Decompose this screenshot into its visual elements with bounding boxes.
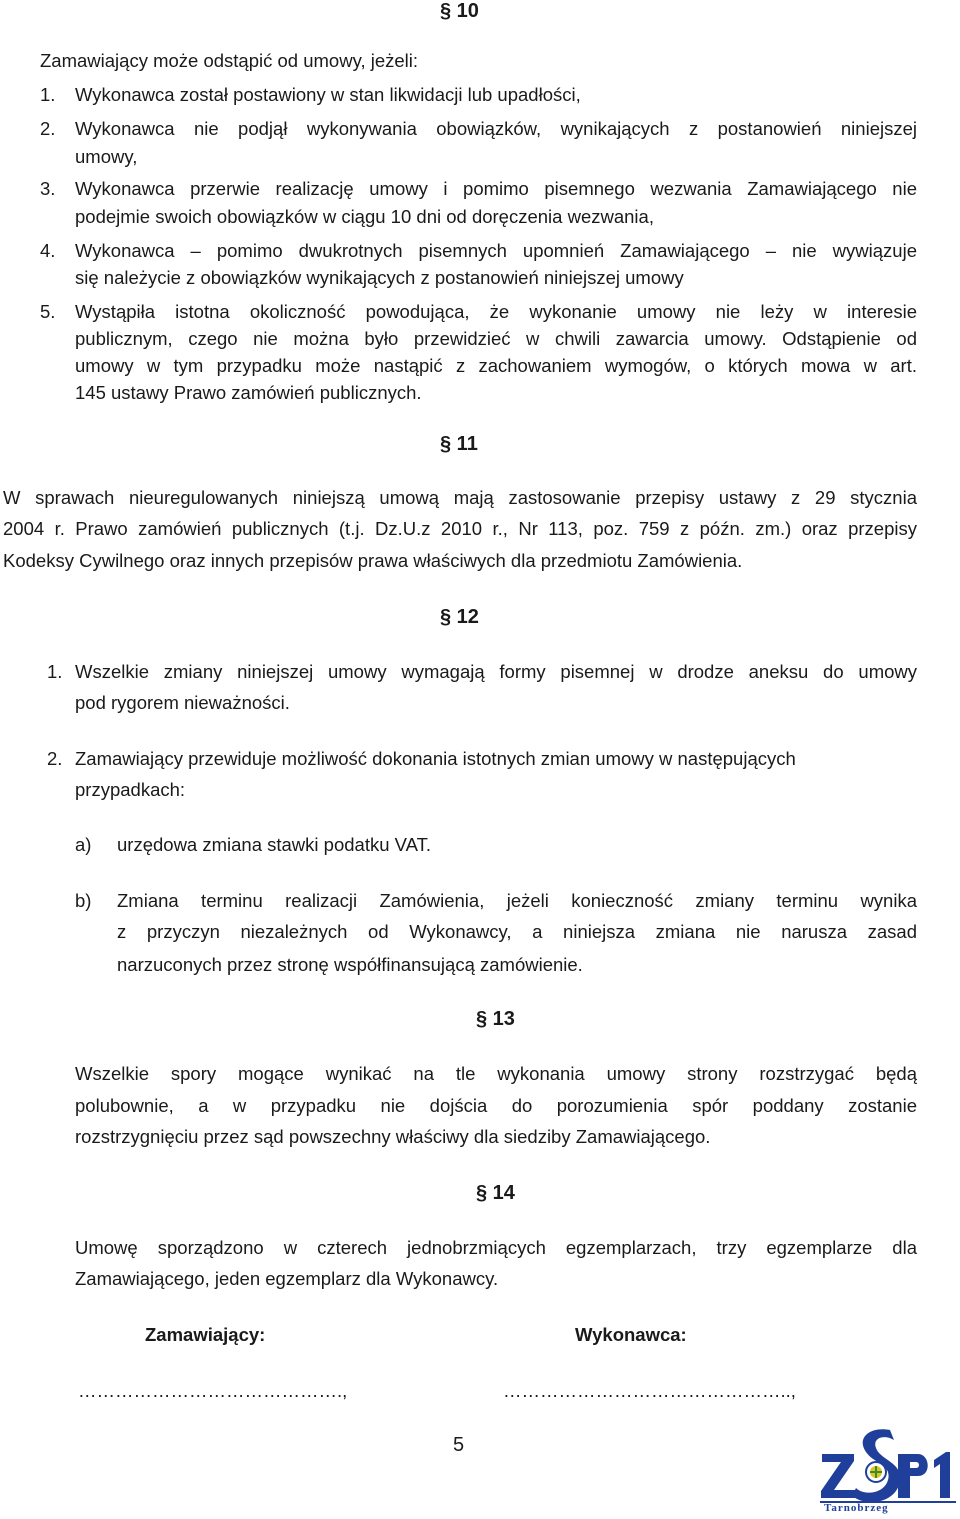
s11-line-2: 2004 r. Prawo zamówień publicznych (t.j. Dz.U.z 2010 r., Nr 113, poz. 759 z późn. zm.) oraz przepisy <box>3 518 917 539</box>
s10-item-2-line-1: Wykonawca nie podjął wykonywania obowiązków, wynikających z postanowień niniejszej <box>75 118 917 139</box>
s11-line-1: W sprawach nieuregulowanych niniejszą umową mają zastosowanie przepisy ustawy z 29 stycznia <box>3 487 917 508</box>
s10-item-2-line-2: umowy, <box>75 146 138 167</box>
s14-line-2: Zamawiającego, jeden egzemplarz dla Wykonawcy. <box>75 1268 499 1289</box>
s10-item-5-num: 5. <box>40 301 56 322</box>
signature-line-zamawiajacy: ……………………………………., <box>78 1380 348 1401</box>
section-11-heading: § 11 <box>440 433 478 455</box>
section-12-heading: § 12 <box>440 606 479 628</box>
s12-sub-b-line-2: z przyczyn niezależnych od Wykonawcy, a niniejsza zmiana nie narusza zasad <box>117 921 917 942</box>
s13-line-3: rozstrzygnięciu przez sąd powszechny właściwy dla siedziby Zamawiającego. <box>75 1126 711 1147</box>
s10-item-5-line-1: Wystąpiła istotna okoliczność powodująca, że wykonanie umowy nie leży w interesie <box>75 301 917 322</box>
s12-sub-b-line-3: narzuconych przez stronę współfinansującą zamówienie. <box>117 954 583 975</box>
section-14-heading: § 14 <box>476 1182 515 1204</box>
s12-item-2-line-1: Zamawiający przewiduje możliwość dokonania istotnych zmian umowy w następujących <box>75 748 796 769</box>
s12-item-1-line-2: pod rygorem nieważności. <box>75 692 290 713</box>
signature-label-zamawiajacy: Zamawiający: <box>145 1324 266 1345</box>
s12-item-1-line-1: Wszelkie zmiany niniejszej umowy wymagają formy pisemnej w drodze aneksu do umowy <box>75 661 917 682</box>
s14-line-1: Umowę sporządzono w czterech jednobrzmiących egzemplarzach, trzy egzemplarze dla <box>75 1237 917 1258</box>
s10-item-1-num: 1. <box>40 84 56 105</box>
signature-line-wykonawca: ……………………………………….., <box>503 1380 796 1401</box>
s12-item-2-num: 2. <box>47 748 63 769</box>
s12-sub-a-line-1: urzędowa zmiana stawki podatku VAT. <box>117 834 431 855</box>
s10-item-3-num: 3. <box>40 178 56 199</box>
s12-item-1-num: 1. <box>47 661 63 682</box>
page-number: 5 <box>453 1434 465 1456</box>
s10-item-3-line-1: Wykonawca przerwie realizację umowy i pomimo pisemnego wezwania Zamawiającego nie <box>75 178 917 199</box>
s12-sub-b-line-1: Zmiana terminu realizacji Zamówienia, jeżeli konieczność zmiany terminu wynika <box>117 890 917 911</box>
s10-item-1-line-1: Wykonawca został postawiony w stan likwidacji lub upadłości, <box>75 84 581 105</box>
section-10-heading: § 10 <box>440 0 479 22</box>
signature-label-wykonawca: Wykonawca: <box>575 1324 687 1345</box>
zspi-logo <box>818 1424 958 1514</box>
s13-line-1: Wszelkie spory mogące wynikać na tle wykonania umowy strony rozstrzygać będą <box>75 1063 917 1084</box>
s12-sub-b-label: b) <box>75 890 92 911</box>
s12-sub-a-label: a) <box>75 834 92 855</box>
section-10-intro: Zamawiający może odstąpić od umowy, jeżeli: <box>40 50 419 71</box>
s10-item-4-line-1: Wykonawca – pomimo dwukrotnych pisemnych upomnień Zamawiającego – nie wywiązuje <box>75 240 917 261</box>
s10-item-5-line-4: 145 ustawy Prawo zamówień publicznych. <box>75 382 422 403</box>
s10-item-2-num: 2. <box>40 118 56 139</box>
s13-line-2: polubownie, a w przypadku nie dojścia do porozumienia spór poddany zostanie <box>75 1095 917 1116</box>
s12-item-2-line-2: przypadkach: <box>75 779 186 800</box>
s10-item-5-line-2: publicznym, czego nie można było przewidzieć w chwili zawarcia umowy. Odstąpienie od <box>75 328 917 349</box>
section-13-heading: § 13 <box>476 1008 515 1030</box>
s10-item-4-line-2: się należycie z obowiązków wynikających z postanowień niniejszej umowy <box>75 267 684 288</box>
s10-item-5-line-3: umowy w tym przypadku może nastąpić z zachowaniem wymogów, o których mowa w art. <box>75 355 917 376</box>
s10-item-3-line-2: podejmie swoich obowiązków w ciągu 10 dni od doręczenia wezwania, <box>75 206 654 227</box>
logo-caption: Tarnobrzeg <box>824 1502 889 1514</box>
s10-item-4-num: 4. <box>40 240 56 261</box>
zspi-logo-mark <box>818 1424 958 1514</box>
s11-line-3: Kodeksy Cywilnego oraz innych przepisów prawa właściwych dla przedmiotu Zamówienia. <box>3 550 743 571</box>
